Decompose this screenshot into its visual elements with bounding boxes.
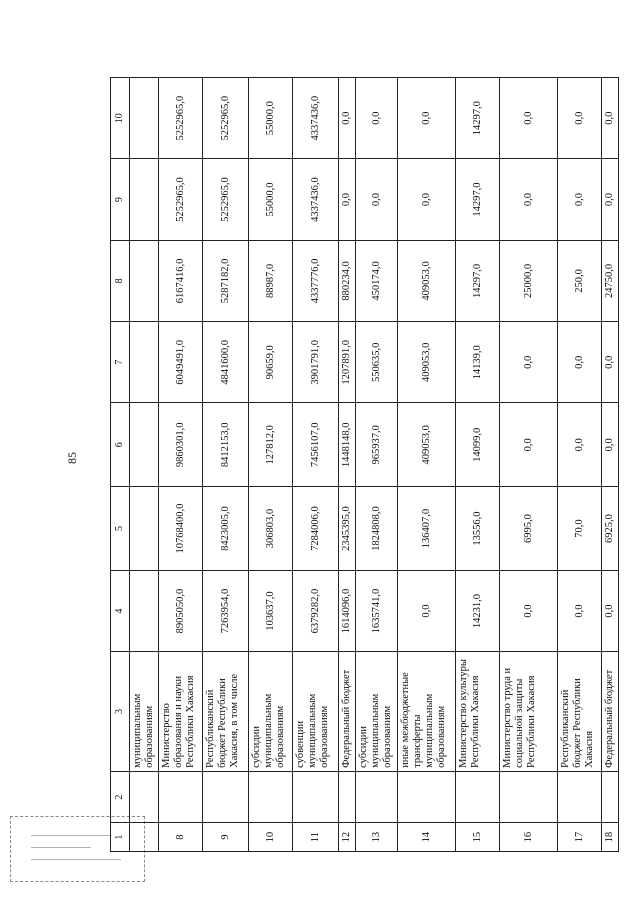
- value-cell: 409053,0: [398, 240, 456, 321]
- value-cell: 8423005,0: [203, 487, 249, 571]
- table-row: [500, 78, 558, 852]
- value-cell: 0,0: [500, 570, 558, 651]
- value-cell: 0,0: [500, 159, 558, 240]
- value-cell: 7263954,0: [203, 570, 249, 651]
- table-row: [558, 78, 602, 852]
- value-cell: 14139,0: [456, 322, 500, 403]
- row-label: субсидии муниципальным образованиям: [249, 652, 293, 772]
- value-cell: 136407,0: [398, 487, 456, 571]
- value-cell: 14297,0: [456, 240, 500, 321]
- table-cell: [249, 771, 293, 822]
- table-cell: [130, 159, 159, 240]
- value-cell: 0,0: [339, 159, 356, 240]
- value-cell: 880234,0: [339, 240, 356, 321]
- row-number: 15: [456, 823, 500, 852]
- table-cell: [130, 240, 159, 321]
- value-cell: 103637,0: [249, 570, 293, 651]
- row-label: Республиканский бюджет Республики Хакасия: [558, 652, 602, 772]
- budget-table: [110, 77, 619, 852]
- table-row: [456, 78, 500, 852]
- value-cell: 0,0: [602, 322, 619, 403]
- page-number: 85: [65, 452, 79, 464]
- value-cell: 1614096,0: [339, 570, 356, 651]
- value-cell: 0,0: [500, 403, 558, 487]
- value-cell: 5252965,0: [159, 78, 203, 159]
- value-cell: 0,0: [339, 78, 356, 159]
- table-row: [159, 78, 203, 852]
- value-cell: 14297,0: [456, 159, 500, 240]
- column-header: 1: [111, 823, 130, 852]
- value-cell: 6925,0: [602, 487, 619, 571]
- column-header: 8: [111, 240, 130, 321]
- value-cell: 14231,0: [456, 570, 500, 651]
- table-cell: [130, 487, 159, 571]
- row-label: Министерство культуры Республики Хакасия: [456, 652, 500, 772]
- column-header: 9: [111, 159, 130, 240]
- value-cell: 0,0: [558, 78, 602, 159]
- value-cell: 1824808,0: [356, 487, 398, 571]
- value-cell: 6049491,0: [159, 322, 203, 403]
- stamp-line: [31, 859, 121, 860]
- value-cell: 965937,0: [356, 403, 398, 487]
- table-row: [356, 78, 398, 852]
- row-label: Федеральный бюджет: [602, 652, 619, 772]
- value-cell: 0,0: [558, 403, 602, 487]
- value-cell: 306803,0: [249, 487, 293, 571]
- table-cell: [356, 771, 398, 822]
- value-cell: 250,0: [558, 240, 602, 321]
- value-cell: 1635741,0: [356, 570, 398, 651]
- value-cell: 4337436,0: [293, 159, 339, 240]
- table-cell: [602, 771, 619, 822]
- row-label: иные межбюджетные трансферты муниципальным образованиям: [398, 652, 456, 772]
- value-cell: 7284006,0: [293, 487, 339, 571]
- stamp-line: [31, 847, 91, 848]
- value-cell: 5252965,0: [159, 159, 203, 240]
- value-cell: 14099,0: [456, 403, 500, 487]
- table-cell: [456, 771, 500, 822]
- value-cell: 9860301,0: [159, 403, 203, 487]
- value-cell: 55000,0: [249, 159, 293, 240]
- table-cell: [130, 322, 159, 403]
- continuation-row: [130, 78, 159, 852]
- value-cell: 550635,0: [356, 322, 398, 403]
- column-header: 2: [111, 771, 130, 822]
- value-cell: 127812,0: [249, 403, 293, 487]
- row-number: 18: [602, 823, 619, 852]
- value-cell: 8412153,0: [203, 403, 249, 487]
- table-frame: [110, 77, 615, 852]
- column-header: 6: [111, 403, 130, 487]
- row-label: субвенции муниципальным образованиям: [293, 652, 339, 772]
- row-number: 13: [356, 823, 398, 852]
- table-cell: [130, 403, 159, 487]
- row-label: Министерство труда и социальной защиты Республики Хакасия: [500, 652, 558, 772]
- value-cell: 0,0: [602, 403, 619, 487]
- column-number-row: [111, 78, 130, 852]
- column-header: 5: [111, 487, 130, 571]
- column-header: 3: [111, 652, 130, 772]
- row-number: 8: [159, 823, 203, 852]
- value-cell: 10768400,0: [159, 487, 203, 571]
- column-header: 10: [111, 78, 130, 159]
- value-cell: 2345395,0: [339, 487, 356, 571]
- value-cell: 4337436,0: [293, 78, 339, 159]
- continuation-text: муниципальным образованиям: [130, 652, 159, 772]
- row-number: 10: [249, 823, 293, 852]
- table-cell: [500, 771, 558, 822]
- table-row: [203, 78, 249, 852]
- value-cell: 0,0: [500, 322, 558, 403]
- rotated-table: [110, 77, 615, 852]
- value-cell: 6167416,0: [159, 240, 203, 321]
- value-cell: 4841600,0: [203, 322, 249, 403]
- column-header: 4: [111, 570, 130, 651]
- value-cell: 0,0: [398, 159, 456, 240]
- value-cell: 7456107,0: [293, 403, 339, 487]
- value-cell: 0,0: [602, 159, 619, 240]
- row-number: 16: [500, 823, 558, 852]
- table-row: [339, 78, 356, 852]
- value-cell: 450174,0: [356, 240, 398, 321]
- value-cell: 0,0: [558, 570, 602, 651]
- stamp-line: [31, 835, 111, 836]
- value-cell: 5252965,0: [203, 78, 249, 159]
- value-cell: 6379282,0: [293, 570, 339, 651]
- row-label: субсидии муниципальным образованиям: [356, 652, 398, 772]
- value-cell: 0,0: [398, 78, 456, 159]
- row-number: 14: [398, 823, 456, 852]
- value-cell: 6995,0: [500, 487, 558, 571]
- table-row: [249, 78, 293, 852]
- table-cell: [558, 771, 602, 822]
- table-cell: [203, 771, 249, 822]
- table-cell: [130, 823, 159, 852]
- row-label: Республиканский бюджет Республики Хакасия, в том числе: [203, 652, 249, 772]
- value-cell: 25000,0: [500, 240, 558, 321]
- value-cell: 13556,0: [456, 487, 500, 571]
- table-cell: [159, 771, 203, 822]
- table-cell: [130, 771, 159, 822]
- value-cell: 409053,0: [398, 403, 456, 487]
- table-row: [602, 78, 619, 852]
- value-cell: 409053,0: [398, 322, 456, 403]
- row-label: Федеральный бюджет: [339, 652, 356, 772]
- row-number: 9: [203, 823, 249, 852]
- table-row: [293, 78, 339, 852]
- table-cell: [293, 771, 339, 822]
- value-cell: 0,0: [356, 78, 398, 159]
- value-cell: 5252965,0: [203, 159, 249, 240]
- table-cell: [339, 771, 356, 822]
- value-cell: 0,0: [356, 159, 398, 240]
- row-number: 11: [293, 823, 339, 852]
- row-number: 12: [339, 823, 356, 852]
- row-number: 17: [558, 823, 602, 852]
- table-cell: [130, 78, 159, 159]
- value-cell: 88987,0: [249, 240, 293, 321]
- value-cell: 1448148,0: [339, 403, 356, 487]
- table-row: [398, 78, 456, 852]
- value-cell: 0,0: [602, 78, 619, 159]
- value-cell: 0,0: [558, 159, 602, 240]
- value-cell: 55000,0: [249, 78, 293, 159]
- value-cell: 0,0: [558, 322, 602, 403]
- value-cell: 0,0: [398, 570, 456, 651]
- table-cell: [398, 771, 456, 822]
- value-cell: 14297,0: [456, 78, 500, 159]
- value-cell: 24750,0: [602, 240, 619, 321]
- value-cell: 0,0: [602, 570, 619, 651]
- value-cell: 4337776,0: [293, 240, 339, 321]
- value-cell: 0,0: [500, 78, 558, 159]
- value-cell: 5287182,0: [203, 240, 249, 321]
- row-label: Министерство образования и науки Республики Хакасия: [159, 652, 203, 772]
- value-cell: 90659,0: [249, 322, 293, 403]
- value-cell: 70,0: [558, 487, 602, 571]
- table-cell: [130, 570, 159, 651]
- column-header: 7: [111, 322, 130, 403]
- value-cell: 3901791,0: [293, 322, 339, 403]
- value-cell: 1207891,0: [339, 322, 356, 403]
- value-cell: 8905050,0: [159, 570, 203, 651]
